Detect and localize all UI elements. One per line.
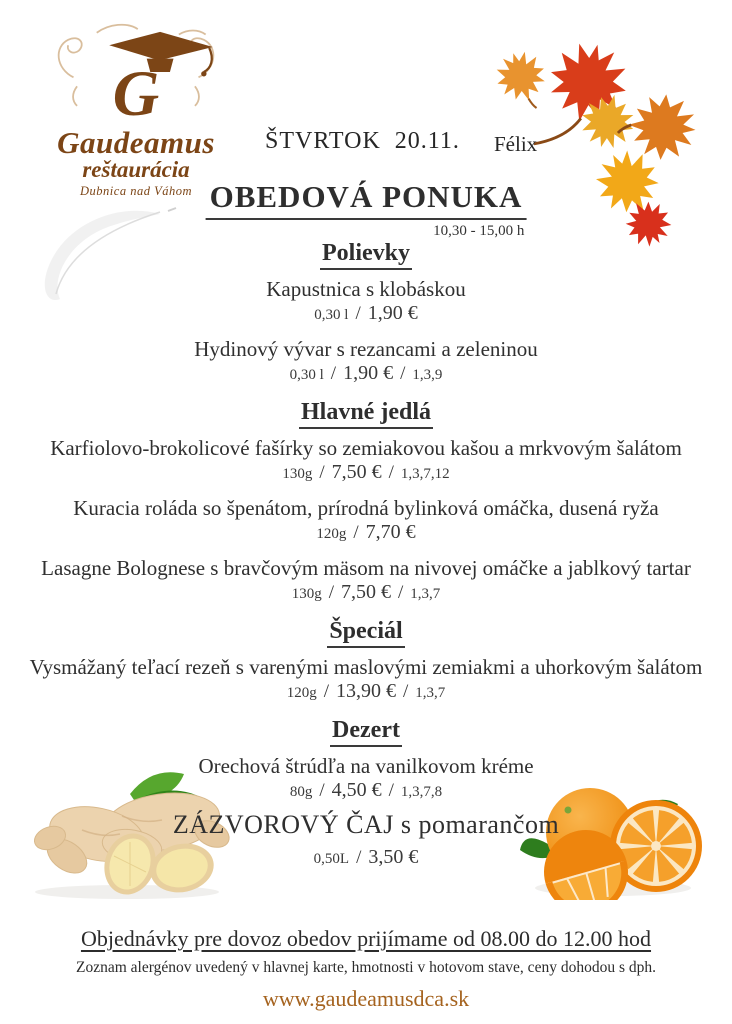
date: 20.11. bbox=[394, 128, 460, 154]
dish-name: Lasagne Bolognese s bravčovým mäsom na nivovej omáčke a jablkový tartar bbox=[41, 556, 691, 580]
price-separator: / bbox=[330, 363, 337, 384]
dish-price-line bbox=[0, 461, 732, 485]
restaurant-name: Gaudeamus bbox=[57, 125, 215, 160]
portion: 0,50L bbox=[313, 851, 350, 867]
allergens: 1,3,7,8 bbox=[400, 784, 443, 800]
footer bbox=[0, 926, 732, 1012]
price-separator: / bbox=[400, 363, 406, 384]
price: 7,50 € bbox=[341, 581, 391, 603]
section-heading: Hlavné jedlá bbox=[299, 399, 433, 429]
price-separator: / bbox=[388, 780, 394, 801]
day-date bbox=[265, 128, 460, 155]
allergen-note: Zoznam alergénov uvedený v hlavnej karte, hmotnosti v hotovom stave, ceny dohodou s dph. bbox=[76, 959, 656, 976]
dish-price-line bbox=[0, 581, 732, 605]
price-separator: / bbox=[403, 681, 409, 702]
website-url: www.gaudeamusdca.sk bbox=[262, 986, 470, 1011]
price: 7,70 € bbox=[365, 521, 416, 543]
section-heading: Dezert bbox=[330, 717, 402, 747]
price: 13,90 € bbox=[336, 680, 396, 702]
dish-name: Kuracia roláda so špenátom, prírodná bylinková omáčka, dusená ryža bbox=[73, 496, 659, 520]
price-separator: / bbox=[353, 522, 359, 543]
menu-item bbox=[0, 495, 732, 545]
drink-of-the-day bbox=[0, 762, 732, 912]
price-separator: / bbox=[319, 780, 325, 801]
allergens: 1,3,7 bbox=[410, 586, 441, 602]
drink-name: ZÁZVOROVÝ ČAJ s pomarančom bbox=[172, 810, 560, 839]
allergens: 1,3,7,12 bbox=[400, 466, 450, 482]
price-separator: / bbox=[398, 582, 404, 603]
allergens: 1,3,9 bbox=[412, 367, 443, 383]
page-title: OBEDOVÁ PONUKA bbox=[206, 179, 527, 220]
dish-price-line bbox=[0, 521, 732, 545]
menu-section-hlavne-jedla bbox=[0, 386, 732, 605]
menu-item bbox=[0, 435, 732, 485]
allergens: 1,3,7 bbox=[415, 685, 446, 701]
portion: 0,30 l bbox=[314, 307, 349, 323]
price: 4,50 € bbox=[331, 779, 382, 801]
restaurant-logo bbox=[34, 22, 238, 199]
portion: 0,30 l bbox=[289, 367, 324, 383]
serving-hours: 10,30 - 15,00 h bbox=[433, 223, 525, 239]
menu-item bbox=[0, 336, 732, 386]
restaurant-type: reštaurácia bbox=[82, 157, 190, 182]
logo-monogram: G bbox=[112, 57, 160, 122]
dish-name: Kapustnica s klobáskou bbox=[266, 277, 466, 301]
title-block bbox=[206, 179, 527, 240]
price-separator: / bbox=[356, 847, 362, 868]
portion: 120g bbox=[316, 526, 347, 542]
restaurant-location: Dubnica nad Váhom bbox=[80, 184, 192, 199]
menu-item bbox=[0, 654, 732, 704]
menu-sections bbox=[0, 240, 732, 803]
delivery-note: Objednávky pre dovoz obedov prijímame od 08.00 do 12.00 hod bbox=[80, 926, 652, 951]
price-separator: / bbox=[323, 681, 329, 702]
weekday: ŠTVRTOK bbox=[265, 128, 381, 154]
price: 1,90 € bbox=[367, 302, 418, 324]
menu-item bbox=[0, 555, 732, 605]
price-separator: / bbox=[388, 462, 394, 483]
price-separator: / bbox=[328, 582, 334, 603]
price: 7,50 € bbox=[331, 461, 382, 483]
price: 1,90 € bbox=[343, 362, 394, 384]
menu-section-special bbox=[0, 605, 732, 704]
portion: 130g bbox=[282, 466, 313, 482]
dish-name: Vysmážaný teľací rezeň s varenými maslovými zemiakmi a uhorkovým šalátom bbox=[29, 655, 703, 679]
menu-item bbox=[0, 276, 732, 326]
section-heading: Špeciál bbox=[327, 618, 404, 648]
name-day: Félix bbox=[494, 132, 538, 156]
dish-price-line bbox=[0, 362, 732, 386]
dish-name: Orechová štrúdľa na vanilkovom kréme bbox=[198, 754, 534, 778]
dish-price-line bbox=[0, 302, 732, 326]
dish-name: Karfiolovo-brokolicové fašírky so zemiakovou kašou a mrkvovým šalátom bbox=[50, 436, 682, 460]
portion: 130g bbox=[291, 586, 322, 602]
section-heading: Polievky bbox=[320, 240, 412, 270]
portion: 80g bbox=[289, 784, 313, 800]
dish-price-line bbox=[0, 680, 732, 704]
logo-ornament-graphic bbox=[36, 22, 236, 122]
drink-price-line bbox=[0, 846, 732, 869]
dish-name: Hydinový vývar s rezancami a zeleninou bbox=[194, 337, 538, 361]
menu-section-polievky bbox=[0, 240, 732, 386]
price-separator: / bbox=[319, 462, 325, 483]
drink-text bbox=[0, 810, 732, 869]
price-separator: / bbox=[355, 303, 361, 324]
portion: 120g bbox=[286, 685, 317, 701]
price: 3,50 € bbox=[368, 846, 419, 868]
